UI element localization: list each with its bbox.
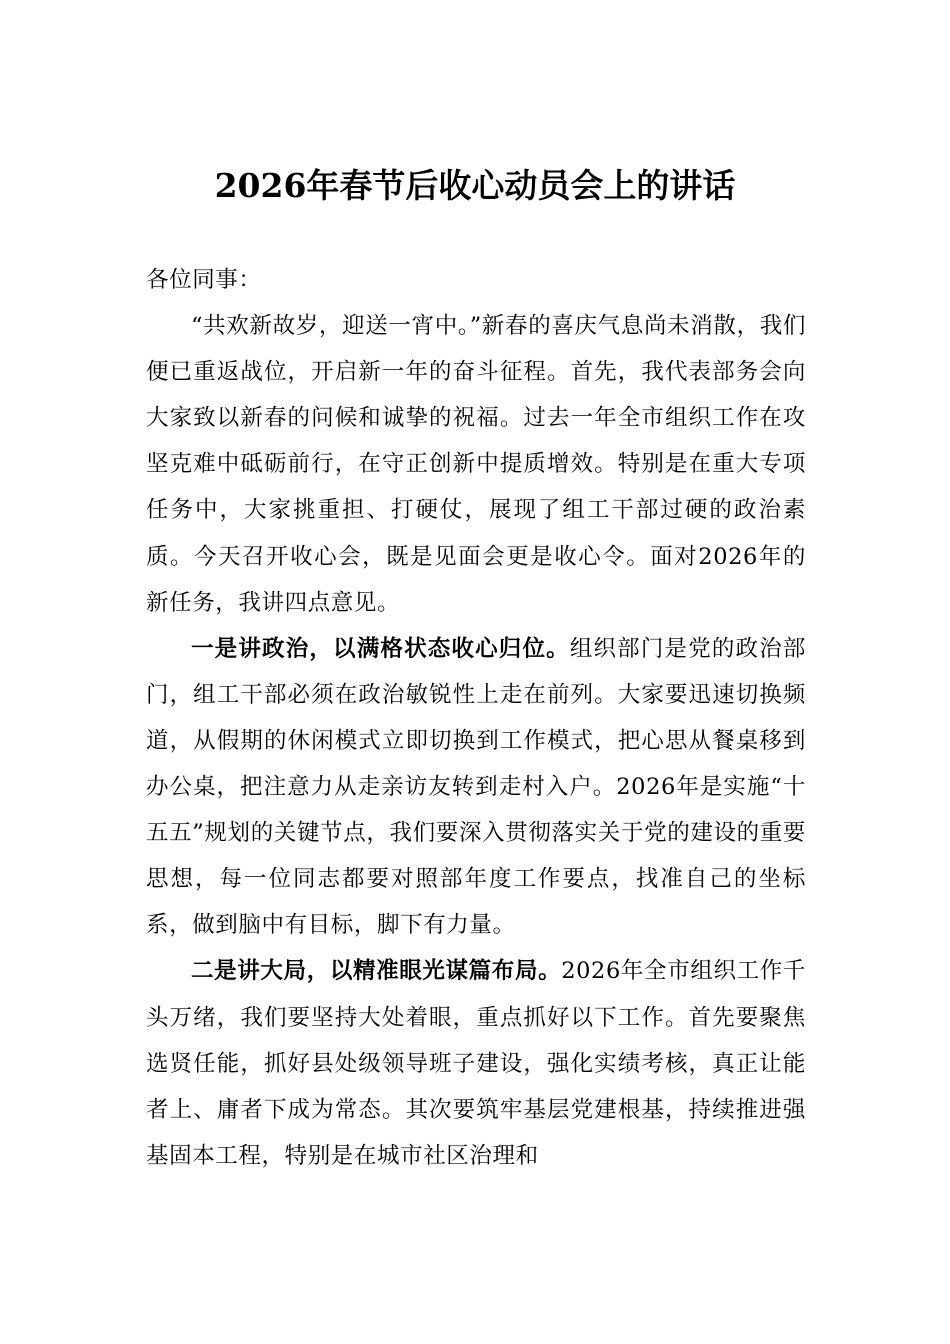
paragraph-point-one: [146, 626, 806, 949]
paragraph-text: “共欢新故岁，迎送一宵中。”新春的喜庆气息尚未消散，我们便已重返战位，开启新一年的奋斗征程。首先，我代表部务会向大家致以新春的问候和诚挚的祝福。过去一年全市组织工作在攻坚克难中砥砺前行，在守正创新中提质增效。特别是在重大专项任务中，大家挑重担、打硬仗，展现了组工干部过硬的政治素质。今天召开收心会，既是见面会更是收心令。面对2026年的新任务，我讲四点意见。: [146, 313, 806, 616]
paragraph-intro: [146, 303, 806, 626]
paragraph-lead-heading: 一是讲政治，以满格状态收心归位。: [191, 635, 570, 662]
salutation: 各位同事：: [146, 267, 262, 293]
document-body: [146, 257, 806, 1179]
paragraph-lead-heading: 二是讲大局，以精准眼光谋篇布局。: [191, 958, 562, 985]
paragraph-text: 2026年全市组织工作千头万绪，我们要坚持大处着眼，重点抓好以下工作。首先要聚焦选贤任能，抓好县处级领导班子建设，强化实绩考核，真正让能者上、庸者下成为常态。其次要筑牢基层党建根基，持续推进强基固本工程，特别是在城市社区治理和: [146, 958, 806, 1169]
paragraph-text: 组织部门是党的政治部门，组工干部必须在政治敏锐性上走在前列。大家要迅速切换频道，从假期的休闲模式立即切换到工作模式，把心思从餐桌移到办公桌，把注意力从走亲访友转到走村入户。2026年是实施“十五五”规划的关键节点，我们要深入贯彻落实关于党的建设的重要思想，每一位同志都要对照部年度工作要点，找准自己的坐标系，做到脑中有目标，脚下有力量。: [146, 635, 806, 939]
document-title: 2026年春节后收心动员会上的讲话: [214, 166, 736, 205]
paragraph-point-two: [146, 948, 806, 1178]
